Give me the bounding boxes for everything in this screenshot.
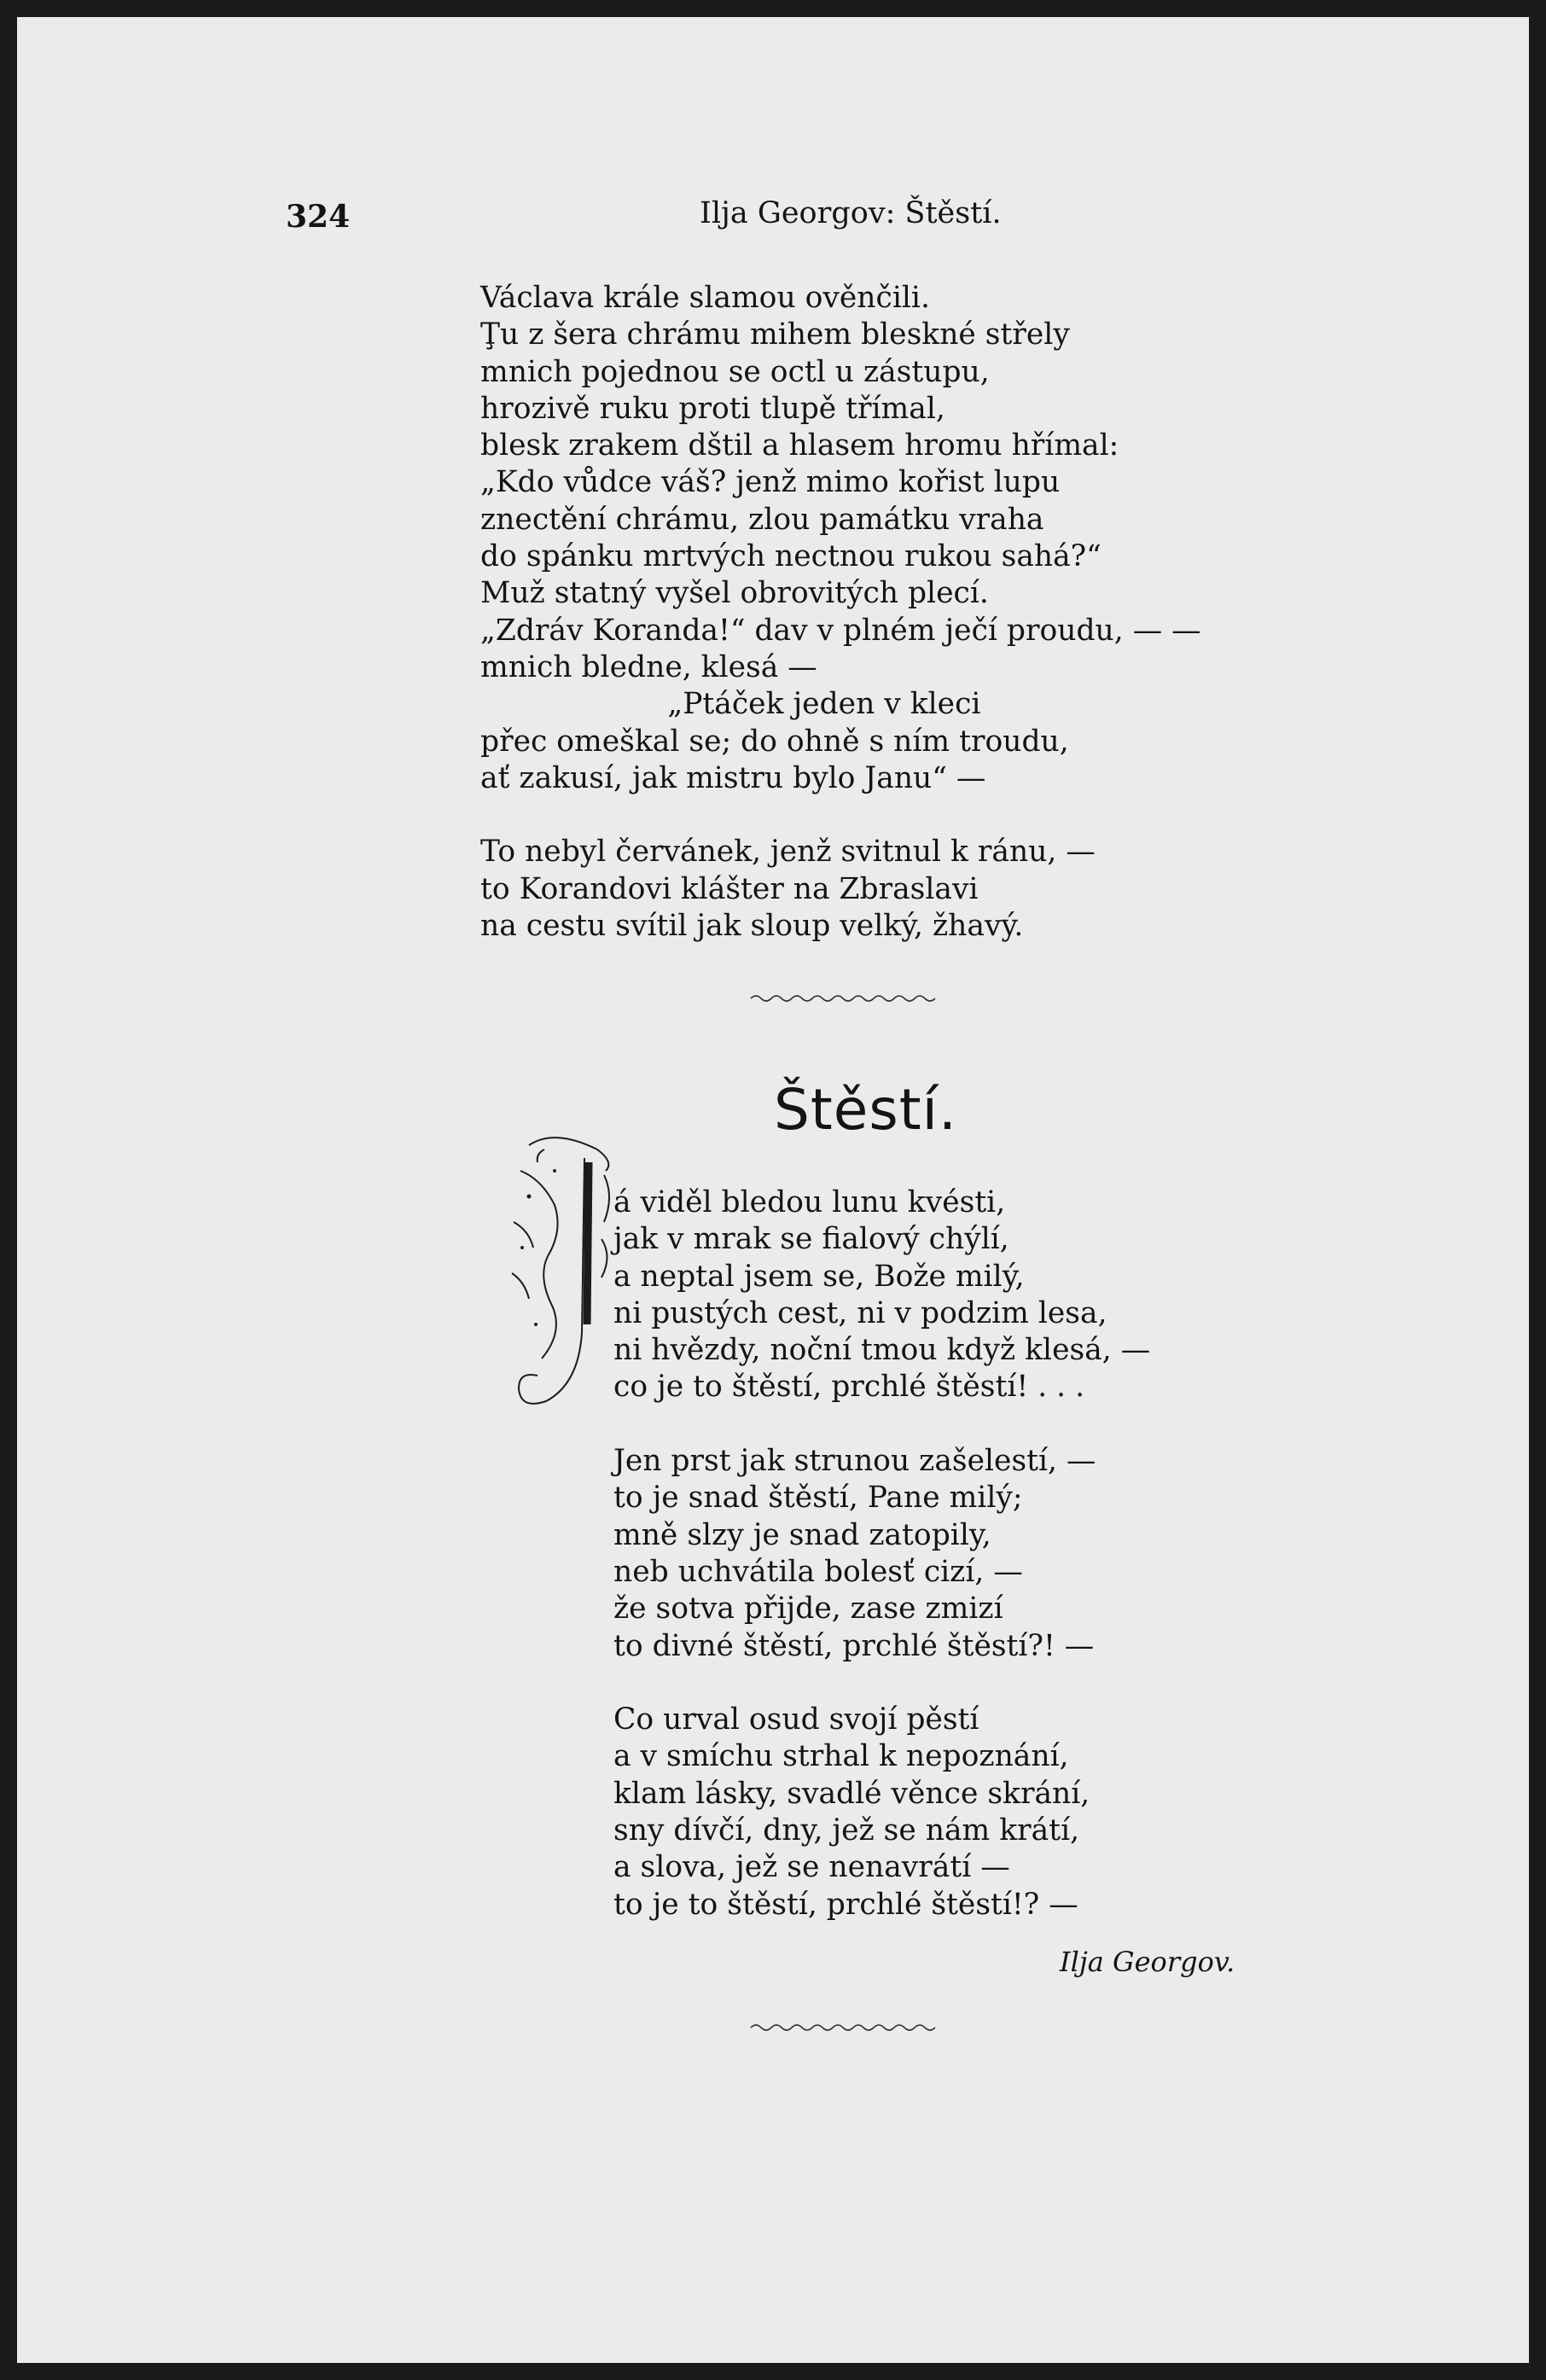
- poem-line: na cestu svítil jak sloup velký, žhavý.: [480, 909, 1024, 944]
- poem-line: přec omeškal se; do ohně s ním troudu,: [480, 724, 1069, 759]
- stanza-break: [613, 1665, 1150, 1702]
- poem-line: Jen prst jak strunou zašelestí, —: [613, 1444, 1096, 1479]
- poem-line: to divné štěstí, prchlé štěstí?! —: [613, 1628, 1095, 1663]
- poem-line: do spánku mrtvých nectnou rukou sahá?“: [480, 539, 1101, 574]
- poem-line: ni pustých cest, ni v podzim lesa,: [613, 1295, 1107, 1330]
- poem-line: Václava krále slamou ověnčili.: [480, 281, 930, 315]
- poem-continuation: [480, 280, 1201, 945]
- poem-line: hrozivě ruku proti tlupě třímal,: [480, 391, 945, 426]
- stanza-break: [480, 797, 1201, 834]
- stanza-break: [613, 1406, 1150, 1443]
- poem-line: klam lásky, svadlé věnce skrání,: [613, 1776, 1090, 1811]
- poem-line: sny dívčí, dny, jež se nám krátí,: [613, 1813, 1080, 1848]
- wavy-ornament-divider: [749, 2019, 937, 2036]
- poem-line: že sotva přijde, zase zmizí: [613, 1592, 1003, 1626]
- poem-line: mnich pojednou se octl u zástupu,: [480, 354, 990, 389]
- poem-title: Štěstí.: [774, 1077, 957, 1143]
- poem-line: to Korandovi klášter na Zbraslavi: [480, 871, 979, 906]
- poem-line: a slova, jež se nenavrátí —: [613, 1850, 1010, 1885]
- wavy-ornament-divider: [749, 990, 937, 1007]
- poem-line: co je to štěstí, prchlé štěstí! . . .: [613, 1370, 1085, 1405]
- scan-border-bottom: [0, 2363, 1546, 2380]
- poem-line: á viděl bledou lunu kvésti,: [613, 1185, 1006, 1219]
- poem-line: jak v mrak se fialový chýlí,: [613, 1222, 1009, 1257]
- poem-line: „Kdo vůdce váš? jenž mimo kořist lupu: [480, 465, 1061, 500]
- author-signature: Ilja Georgov.: [1060, 1946, 1235, 1978]
- poem-line: znectění chrámu, zlou památku vraha: [480, 502, 1044, 537]
- poem-line: mně slzy je snad zatopily,: [613, 1517, 991, 1552]
- poem-line: blesk zrakem dštil a hlasem hromu hřímal:: [480, 428, 1119, 463]
- poem-line: neb uchvátila bolesť cizí, —: [613, 1554, 1023, 1589]
- scan-border-right: [1529, 0, 1546, 2380]
- poem-line: to je snad štěstí, Pane milý;: [613, 1481, 1023, 1516]
- poem-line: to je to štěstí, prchlé štěstí!? —: [613, 1887, 1078, 1922]
- scan-border-left: [0, 0, 17, 2380]
- decorative-initial-j-icon: [503, 1111, 623, 1418]
- poem-line: Ţu z šera chrámu mihem bleskné střely: [480, 317, 1070, 352]
- scan-border-top: [0, 0, 1546, 17]
- poem-line: „Zdráv Koranda!“ dav v plném ječí proudu, — —: [480, 613, 1201, 648]
- poem-line: ni hvězdy, noční tmou když klesá, —: [613, 1333, 1151, 1368]
- poem-stesti: [613, 1184, 1150, 1923]
- poem-line: Muž statný vyšel obrovitých plecí.: [480, 576, 989, 611]
- page-number: 324: [286, 199, 351, 235]
- poem-line: a neptal jsem se, Bože milý,: [613, 1259, 1025, 1294]
- poem-line: To nebyl červánek, jenž svitnul k ránu, —: [480, 835, 1096, 870]
- poem-line: mnich bledne, klesá —: [480, 649, 817, 684]
- poem-line: ať zakusí, jak mistru bylo Janu“ —: [480, 760, 986, 795]
- poem-line: a v smíchu strhal k nepoznání,: [613, 1739, 1069, 1774]
- poem-line: Co urval osud svojí pěstí: [613, 1702, 979, 1737]
- poem-line: „Ptáček jeden v kleci: [480, 687, 981, 722]
- running-title: Ilja Georgov: Štěstí.: [700, 196, 1002, 230]
